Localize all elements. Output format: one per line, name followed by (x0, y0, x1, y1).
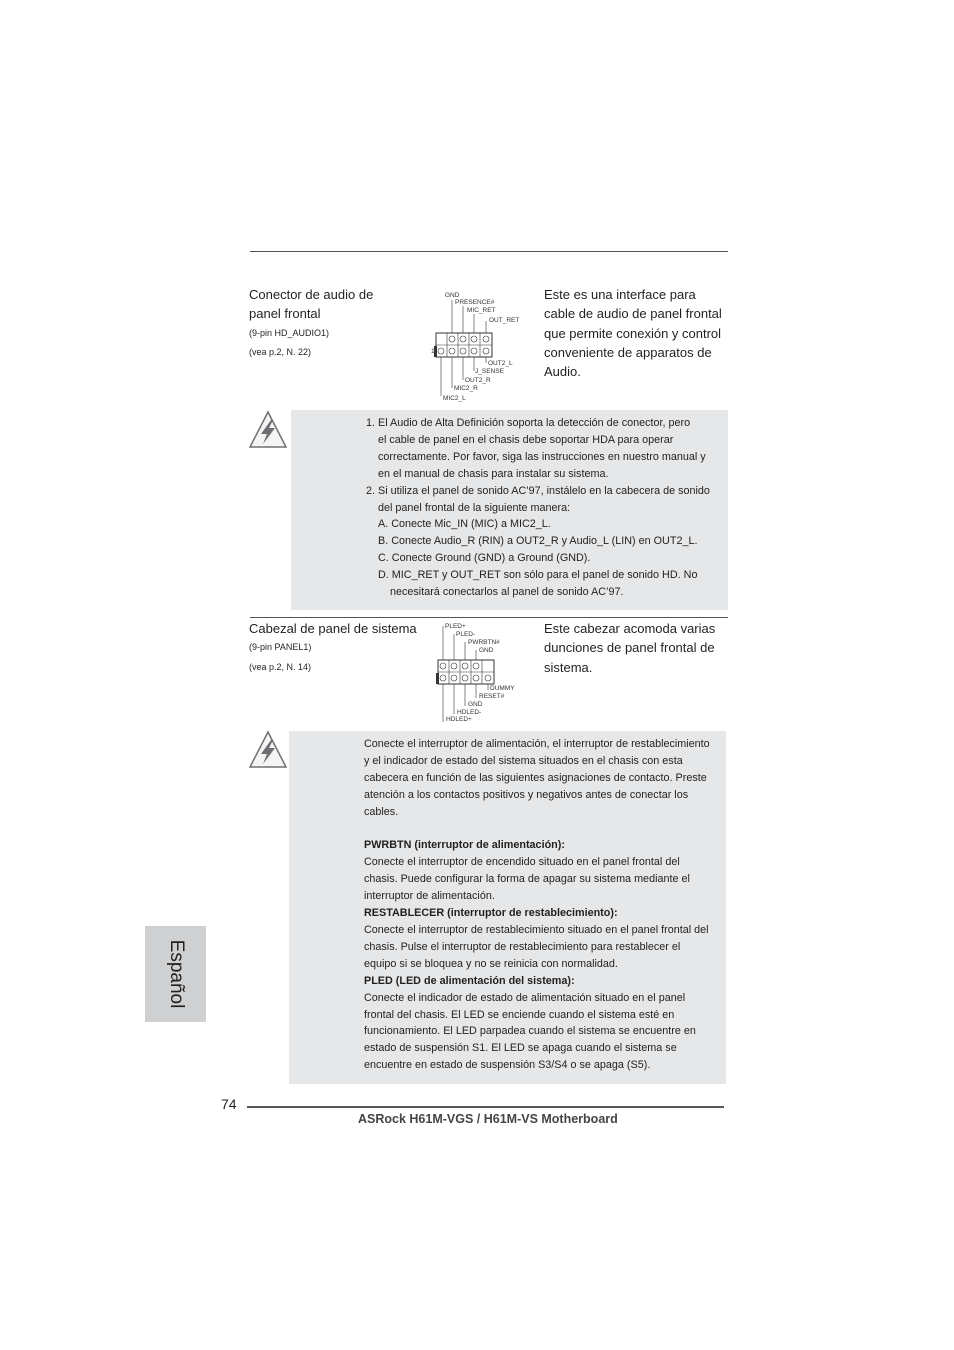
language-tab-label: Español (165, 939, 187, 1009)
pin-label: OUT2_R (465, 377, 491, 384)
pin-label: GND (445, 292, 460, 299)
pin-label: J_SENSE (475, 368, 504, 375)
pin-label: MIC2_R (454, 385, 478, 392)
pin-label: PRESENCE# (455, 299, 495, 306)
pin-label: OUT_RET (489, 317, 520, 324)
audio-title: Conector de audio de panel frontal (9-pin HD_AUDIO1) (vea p.2, N. 22) (249, 287, 374, 357)
panel-connector-diagram (433, 622, 523, 722)
language-tab (145, 926, 206, 1022)
note-text-system: Conecte el interruptor de alimentación, el interruptor de restablecimiento y el indicador de estado del sistema situados en el chasis con esta cabecera en función de las siguientes asignaciones de contacto. Preste atención a los contactos positivos y negativos antes de conectar los cables. PWRBTN (interruptor de alimentación): Conecte el interruptor de encendido situado en el panel frontal del chasis. Puede configurar la forma de apagar su sistema mediante el interruptor de alimentación. RESTABLECER (interruptor de restablecimiento): Conecte el interruptor de restablecimiento situado en el panel frontal del chasis. Pulse el interruptor de restablecimiento para restablecer el equipo si se bloquea y no se reinicia con normalidad. PLED (LED de alimentación del sistema): Conecte el indicador de estado de alimentación situado en el panel frontal del chasis. El LED se enciende cuando el sistema esté en funcionamiento. El LED parpadea cuando el sistema se encuentre en estado de suspensión S1. El LED se apaga cuando el sistema se encuentre en estado de suspensión S3/S4 o se apaga (S5). (364, 738, 710, 1072)
pin-label: GND (468, 701, 483, 708)
pin-label: GND (479, 647, 494, 654)
pin-label: DUMMY (490, 685, 515, 692)
pin-label: MIC_RET (467, 307, 496, 314)
warning-icon (248, 730, 288, 770)
pin-label: HDLED- (457, 709, 482, 716)
top-rule (250, 251, 728, 252)
section-rule (250, 617, 728, 618)
pin-label: PLED+ (445, 623, 466, 630)
pin-label: HDLED+ (446, 716, 472, 723)
pin-label: PWRBTN# (468, 639, 500, 646)
audio-connector-diagram (420, 288, 530, 406)
note-text-audio: 1. El Audio de Alta Definición soporta la detección de conector, pero el cable de panel en el chasis debe soportar HDA para operar correctamente. Por favor, siga las instrucciones en nuestro manual y en el manual de chasis para instalar su sistema. 2. Si utiliza el panel de sonido AC’97, instálelo en la cabecera de sonido del panel frontal de la siguiente manera: A. Conecte Mic_IN (MIC) a MIC2_L. B. Conecte Audio_R (RIN) a OUT2_R y Audio_L (LIN) en OUT2_L. C. Conecte Ground (GND) a Ground (GND). D. MIC_RET y OUT_RET son sólo para el panel de sonido HD. No necesitará conectarlos al panel de sonido AC’97. (366, 417, 710, 599)
pin-label: OUT2_L (488, 360, 513, 367)
pin-label: RESET# (479, 693, 505, 700)
panel-title: Cabezal de panel de sistema (9-pin PANEL1) (vea p.2, N. 14) (249, 621, 417, 672)
audio-description: Este es una interface para cable de audio de panel frontal que permite conexión y control conveniente de apparatos de Audio. (544, 287, 722, 380)
footer-product: ASRock H61M-VGS / H61M-VS Motherboard (358, 1112, 618, 1126)
warning-icon (248, 410, 288, 450)
pin-label: PLED- (456, 631, 476, 638)
footer-rule (247, 1106, 724, 1108)
pin-one-label: 1 (431, 348, 435, 355)
panel-description: Este cabezar acomoda varias dunciones de panel frontal de sistema. (544, 621, 716, 675)
page-number: 74 (221, 1096, 237, 1112)
pin-label: MIC2_L (443, 395, 466, 402)
